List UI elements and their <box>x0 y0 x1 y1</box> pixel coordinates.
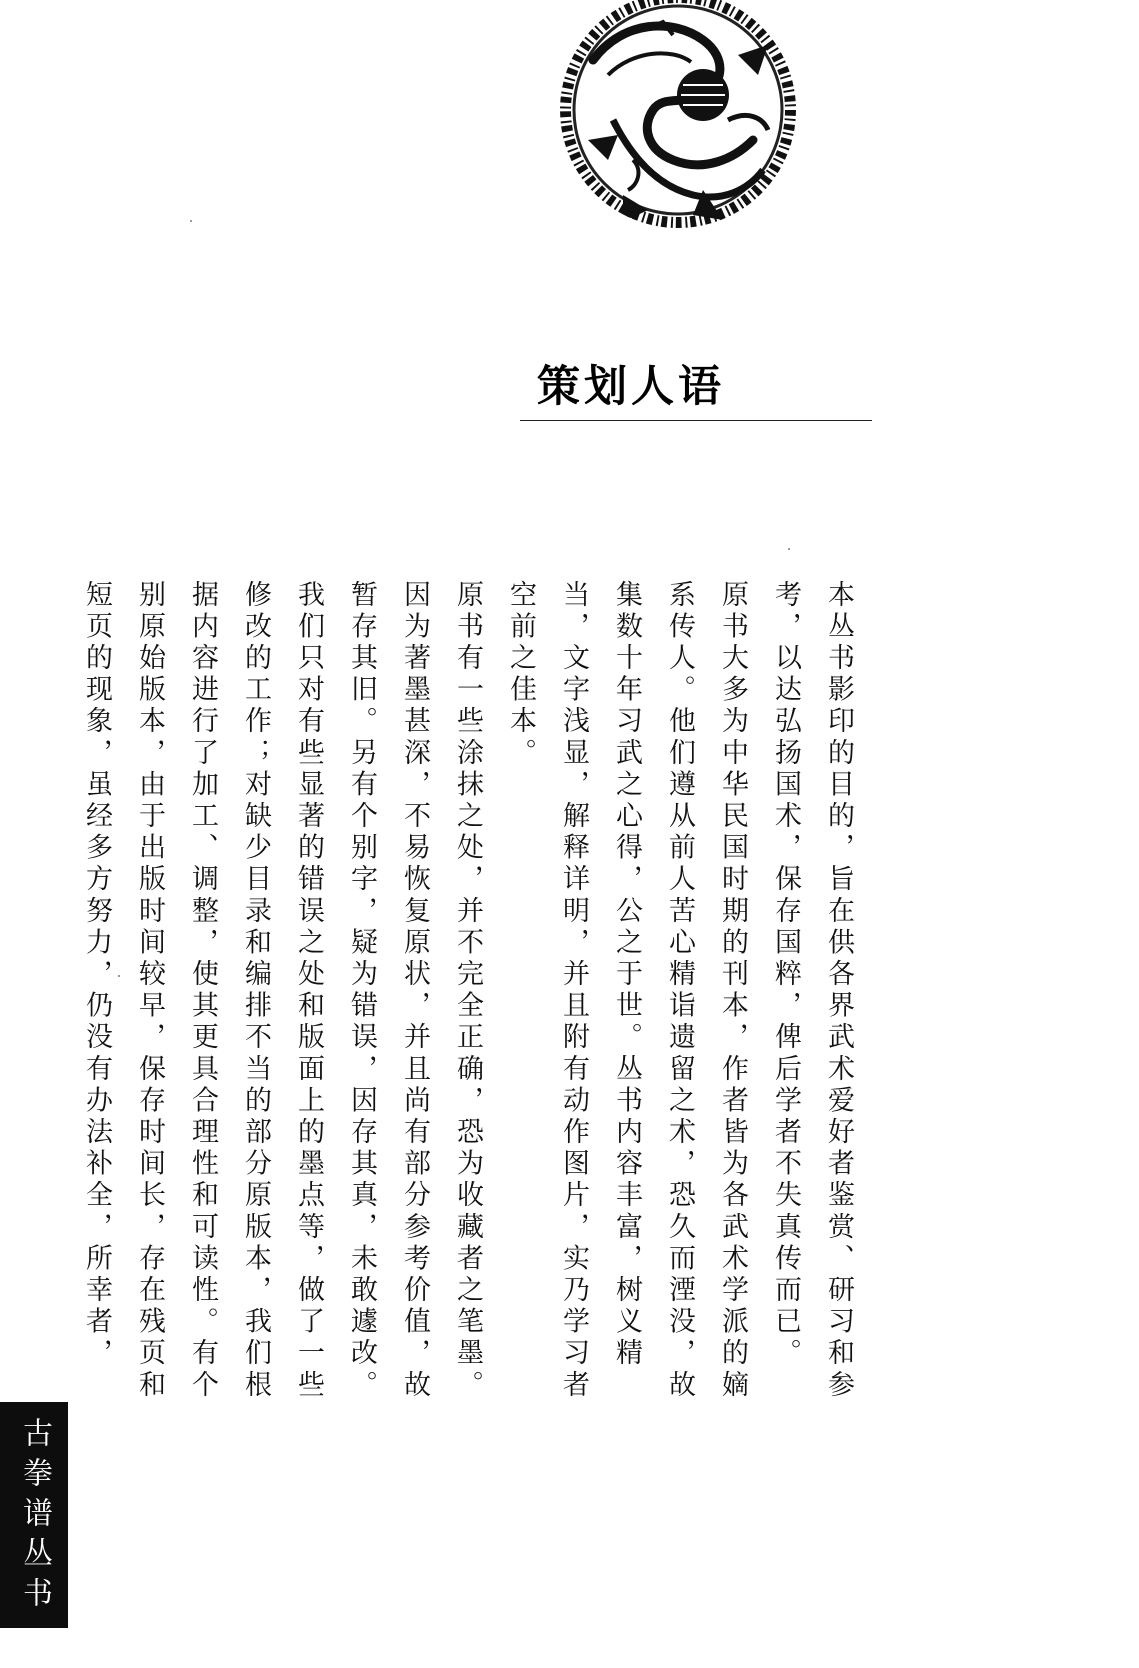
series-name: 古拳谱丛书 <box>17 1417 52 1617</box>
scan-speck <box>190 220 192 222</box>
dragon-medallion-icon <box>553 0 803 240</box>
page-heading: 策划人语 <box>537 362 725 412</box>
series-tab <box>0 1402 68 1628</box>
heading-divider <box>520 420 872 421</box>
scan-speck <box>788 548 790 550</box>
paragraph-1: 本丛书影印的目的，旨在供各界武术爱好者鉴赏、研习和参考，以达弘扬国术，保存国粹，俾后学者不失真传而已。 <box>770 580 854 1402</box>
preface-body <box>81 580 865 1420</box>
paragraph-3: 原书有一些涂抹之处，并不完全正确，恐为收藏者之笔墨。因为著墨甚深，不易恢复原状，并且尚有部分参考价值，故暂存其旧。另有个别字，疑为错误，因存其真，未敢遽改。我们只对有些显著的错误之处和版面上的墨点等，做了一些修改的工作；对缺少目录和编排不当的部分原版本，我们根据内容进行了加工、调整，使其更具合理性和可读性。有个别原始版本，由于出版时间较早，保存时间长，存在残页和短页的现象，虽经多方努力，仍没有办法补全，所幸者， <box>81 580 483 1402</box>
scan-speck <box>118 975 120 977</box>
paragraph-2: 原书大多为中华民国时期的刊本，作者皆为各武术学派的嫡系传人。他们遵从前人苦心精诣遗留之术，恐久而湮没，故集数十年习武之心得，公之于世。丛书内容丰富，树义精当，文字浅显，解释详明，并且附有动作图片，实乃学习者空前之佳本。 <box>505 580 748 1402</box>
